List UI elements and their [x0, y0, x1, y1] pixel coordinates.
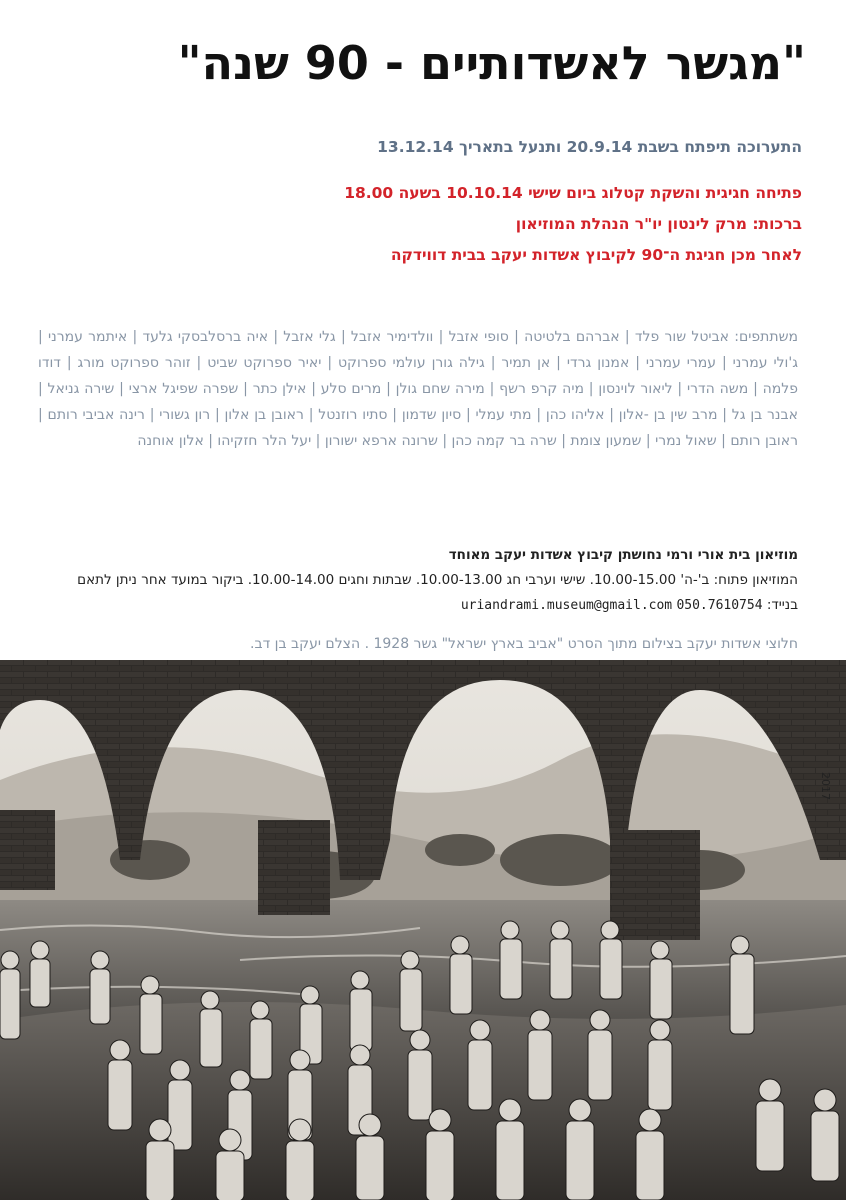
photo-caption: חלוצי אשדות יעקב בצילום מתוך הסרט "אביב בארץ ישראל" גשר 1928 . הצלם יעקב בן דב. [250, 636, 798, 652]
museum-hours: המוזיאון פתוח: ב'-ה' 10.00-15.00. שישי וערבי חג 10.00-13.00. שבתות וחגים 10.00-14.00. ביקור במועד אחר ניתן לתאם [77, 572, 798, 588]
exhibition-title: "מגשר לאשדותיים - 90 שנה" [177, 36, 806, 90]
museum-name: מוזיאון בית אורי ורמי נחושתן קיבוץ אשדות יעקב מאוחד [448, 547, 798, 563]
event-details [344, 178, 802, 271]
participants-list [38, 324, 798, 454]
exhibition-dates: התערוכה תיפתח בשבת 20.9.14 ותנעל בתאריך 13.12.14 [377, 138, 802, 156]
museum-info [38, 543, 798, 618]
side-credit: 2017 [819, 772, 832, 800]
greetings-line: ברכות: מרק לינטון יו"ר הנהלת המוזיאון [515, 215, 802, 233]
contact-label: בנייד: [766, 597, 798, 613]
after-event-line: לאחר מכן חגיגת ה־90 לקיבוץ אשדות יעקב בבית דווידקה [390, 246, 802, 264]
participants-names: אביטל שור פלד | אברהם בלטיטה | סופי אזבל | וולדימיר אזבל | גלי אזבל | איה ברסלבסקי גלעד | איתמר עמרני | ג'ולי עמרני | עמרי עמרני | אמנון גרדי | אן תמיר | גילה גורן עולמי ספרוקט | יאיר ספרוקט שביט | זוהר ספרוקט מורג | דודו פלמה | משה הדרי | ליאור לוינסון | מיה קרפ רשף | מירה שחם גולן | מרים סלע | אילן כתר | שפרה שפיגל ארצי | שירה גניאל | אבנר בן גל | מרב שין בן -אלון | אליהו כהן | מתי עמלי | סיון שדמון | סתיו רוזנטל | ראובן בן אלון | רון גשורי | רינה אביבי רותם | ראובן רותם | שאול נמרי | שמעון צומת | שרה בר קמה כהן | שרונה ארפא ישורון | יעל הלר חזקיהו | אלון אוחנה [38, 329, 798, 449]
museum-contact [38, 593, 798, 618]
phone-number: 050.7610754 [676, 598, 763, 613]
opening-line: פתיחה חגיגית והשקת קטלוג ביום שישי 10.10.14 בשעה 18.00 [344, 184, 802, 202]
historic-photo [0, 660, 846, 1200]
participants-label: משתתפים: [734, 329, 798, 345]
email-link[interactable]: uriandrami.museum@gmail.com [460, 598, 673, 613]
bridge-photo-illustration [0, 660, 846, 1200]
